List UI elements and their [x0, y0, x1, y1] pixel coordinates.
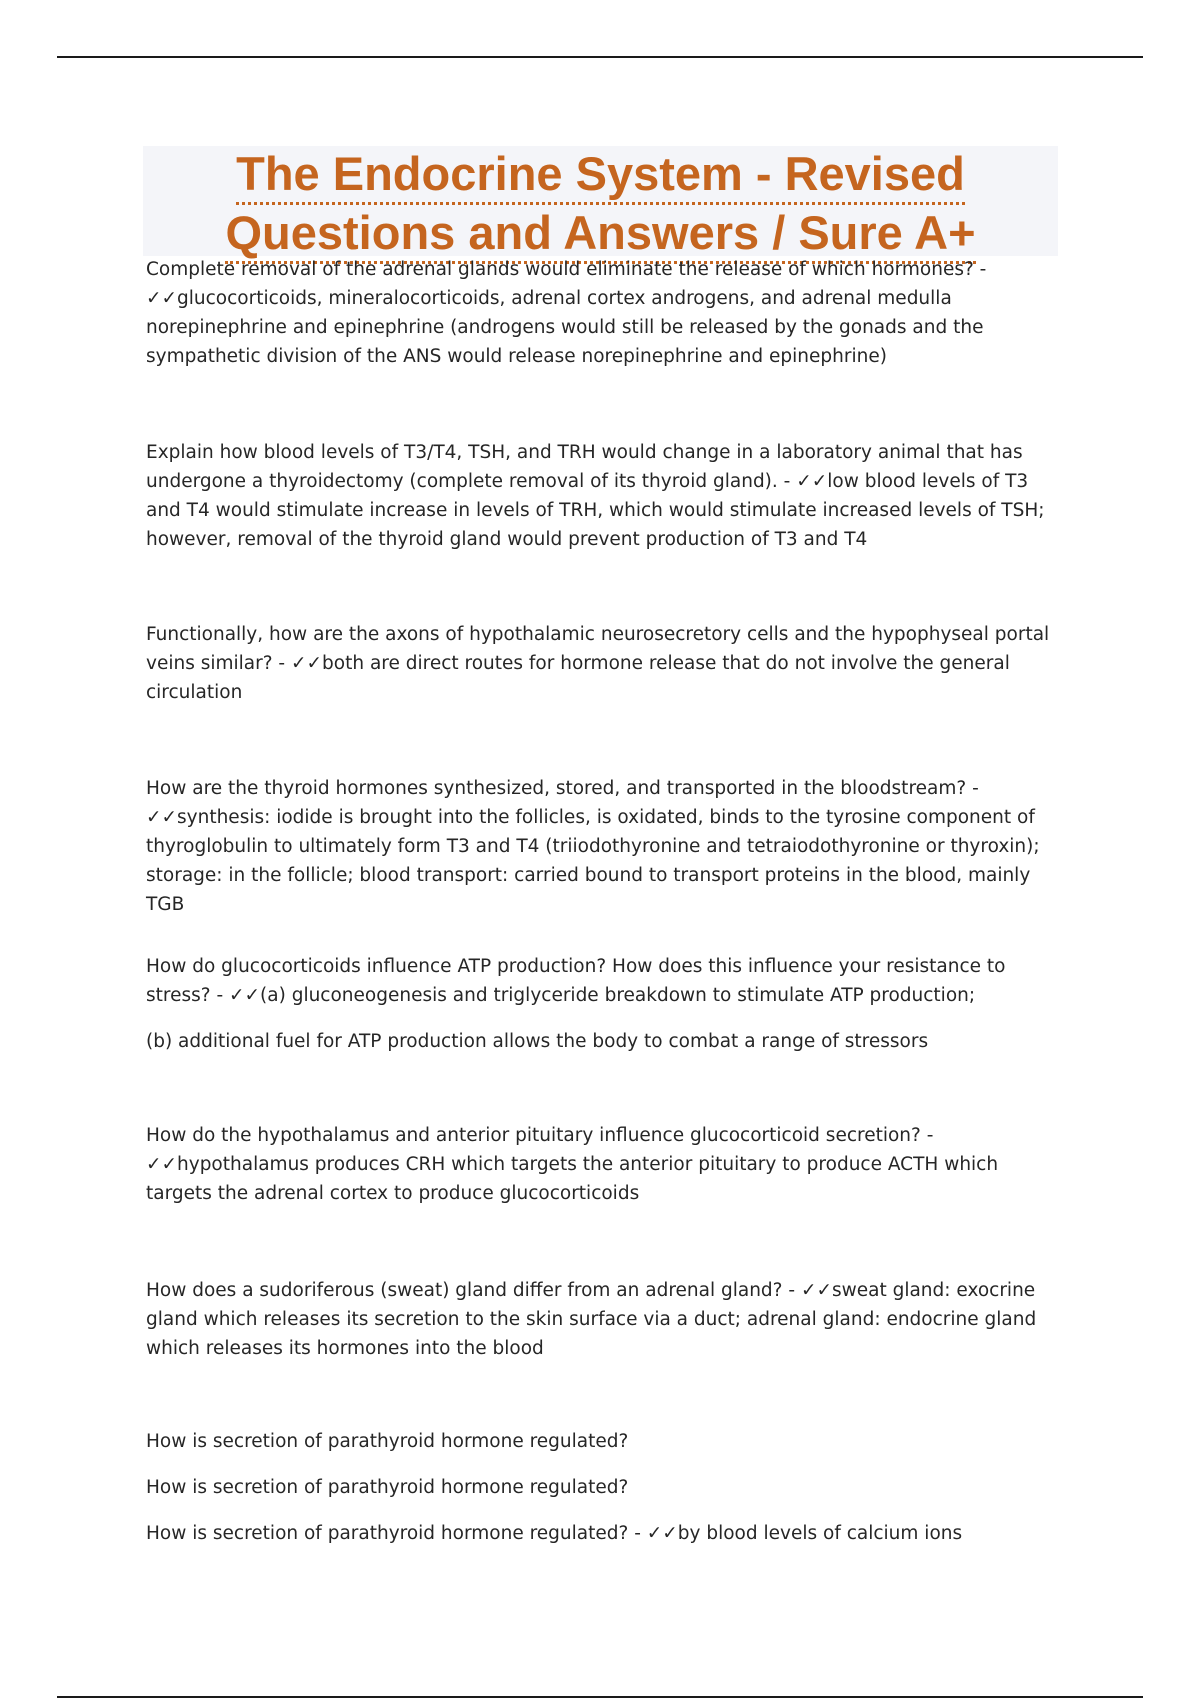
question-text: How do the hypothalamus and anterior pituitary influence glucocorticoid secretion? - [146, 1125, 934, 1146]
question-text: How does a sudoriferous (sweat) gland differ from an adrenal gland? - [146, 1280, 796, 1301]
qa-entry [146, 774, 1061, 919]
answer-text: sweat gland: exocrine gland which releases its secretion to the skin surface via a duct; adrenal gland: endocrine gland which releases its hormones into the blood [146, 1280, 1037, 1359]
qa-entry [146, 1121, 1061, 1208]
answer-continuation: (b) additional fuel for ATP production allows the body to combat a range of stressors [146, 1031, 929, 1052]
answer-text: glucocorticoids, mineralocorticoids, adrenal cortex androgens, and adrenal medulla norepinephrine and epinephrine (androgens would still be released by the gonads and the sympathetic division of the ANS would release norepinephrine and epinephrine) [146, 288, 984, 367]
answer-text: by blood levels of calcium ions [677, 1523, 963, 1544]
title-line-1: The Endocrine System - Revised [236, 146, 965, 205]
answer-text: both are direct routes for hormone release that do not involve the general circulation [146, 653, 1010, 703]
qa-entry [146, 438, 1061, 554]
answer-text: low blood levels of T3 and T4 would stimulate increase in levels of TRH, which would stimulate increased levels of TSH; however, removal of the thyroid gland would prevent production of T3 and T4 [146, 471, 1045, 550]
qa-entry [146, 1276, 1061, 1363]
qa-entry [146, 1427, 1061, 1548]
question-text: How do glucocorticoids influence ATP production? How does this influence your resistance to stress? - [146, 956, 1006, 1006]
check-icon: ✓✓ [146, 807, 178, 828]
qa-entry [146, 952, 1061, 1056]
qa-entry [146, 255, 1061, 371]
bottom-rule [57, 1696, 1143, 1698]
answer-text: synthesis: iodide is brought into the follicles, is oxidated, binds to the tyrosine component of thyroglobulin to ultimately form T3 and T4 (triiodothyronine and tetraiodothyronine or thyroxin); storage: in the follicle; blood transport: carried bound to transport proteins in the blood, mainly TGB [146, 807, 1040, 915]
top-rule [57, 56, 1143, 58]
document-title [143, 146, 1058, 264]
check-icon: ✓✓ [796, 471, 828, 492]
check-icon: ✓✓ [291, 653, 323, 674]
check-icon: ✓✓ [229, 985, 261, 1006]
qa-entry [146, 620, 1061, 707]
question-text: How are the thyroid hormones synthesized, stored, and transported in the bloodstream? - [146, 778, 979, 799]
check-icon: ✓✓ [800, 1280, 832, 1301]
question-text: How is secretion of parathyroid hormone regulated? - [146, 1523, 641, 1544]
check-icon: ✓✓ [146, 1154, 178, 1175]
check-icon: ✓✓ [646, 1523, 678, 1544]
answer-text: (a) gluconeogenesis and triglyceride breakdown to stimulate ATP production; [260, 985, 976, 1006]
check-icon: ✓✓ [146, 288, 178, 309]
question-text: Complete removal of the adrenal glands would eliminate the release of which hormones? - [146, 259, 987, 280]
title-line-2: Questions and Answers / Sure A+ [225, 205, 975, 264]
question-text: Explain how blood levels of T3/T4, TSH, and TRH would change in a laboratory animal that has undergone a thyroidectomy (complete removal of its thyroid gland). - [146, 442, 1023, 492]
question-text: How is secretion of parathyroid hormone regulated? [146, 1431, 629, 1452]
question-text: How is secretion of parathyroid hormone regulated? [146, 1477, 629, 1498]
answer-text: hypothalamus produces CRH which targets the anterior pituitary to produce ACTH which targets the adrenal cortex to produce glucocorticoids [146, 1154, 999, 1204]
question-text: Functionally, how are the axons of hypothalamic neurosecretory cells and the hypophyseal portal veins similar? - [146, 624, 1050, 674]
